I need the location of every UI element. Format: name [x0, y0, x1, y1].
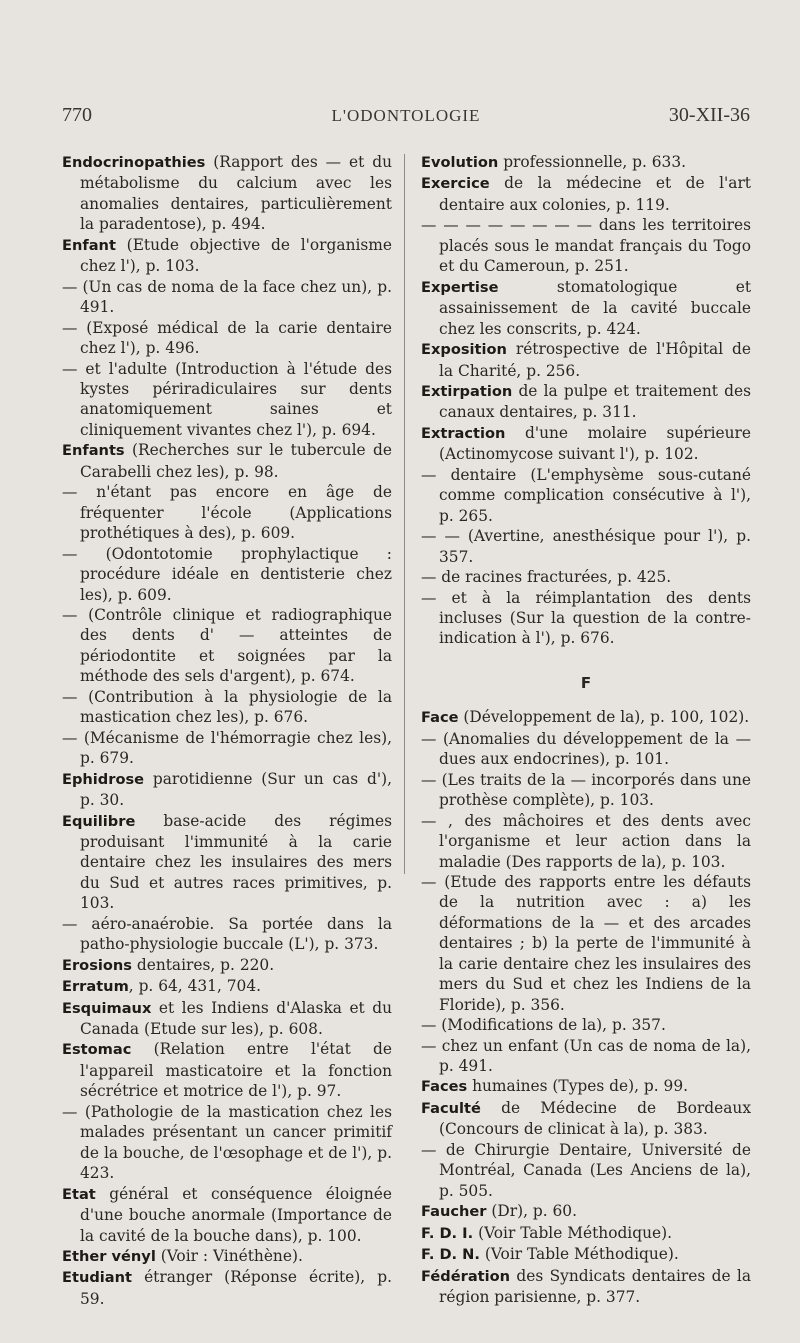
index-entry	[62, 955, 392, 976]
index-entry	[421, 1201, 751, 1222]
entry-text: — (Modifications de la), p. 357.	[421, 1016, 666, 1035]
entry-keyword: Faucher	[421, 1203, 487, 1221]
entry-text: — (Anomalies du développement de la — dues aux endocrines), p. 101.	[421, 729, 751, 769]
entry-keyword: Evolution	[421, 154, 499, 171]
entry-text: — — — — — — — — dans les territoires placés sous le mandat français du Togo et du Cameroun, p. 251.	[421, 216, 751, 276]
entry-text: — chez un enfant (Un cas de noma de la), p. 491.	[421, 1036, 751, 1076]
entry-keyword: Esquimaux	[62, 999, 152, 1017]
entry-keyword: Ether vényl	[62, 1248, 156, 1266]
entry-text: dentaires, p. 220.	[131, 955, 275, 974]
entry-text: — (Etude des rapports entre les défauts de la nutrition avec : a) les déformations de la — et des arcades dentaires ; b) la perte de l'immunité à la carie dentaire chez les insulaires des mers du Sud et chez les Indiens de la Floride), p. 356.	[421, 872, 751, 1014]
entry-text: général et conséquence éloignée d'une bouche anormale (Importance de la cavité de la bouche dans), p. 100.	[80, 1184, 392, 1245]
page-number: 770	[62, 104, 92, 126]
index-entry	[421, 173, 751, 215]
index-entry	[421, 567, 751, 587]
index-entry	[62, 998, 392, 1040]
entry-text: (Etude objective de l'organisme chez l'), p. 103.	[80, 235, 392, 276]
entry-keyword: Erratum	[62, 978, 129, 996]
entry-text: — dentaire (L'emphysème sous-cutané comme complication consécutive à l'), p. 265.	[421, 465, 751, 525]
entry-text: base-acide des régimes produisant l'immunité à la carie dentaire chez les insulaires des mers du Sud et autres races primitives, p. 103.	[80, 811, 392, 913]
entry-text: — et l'adulte (Introduction à l'étude des kystes périradiculaires sur dents anatomiquement saines et cliniquement vivantes chez l'), p. 694.	[62, 359, 392, 439]
section-letter: F	[580, 673, 592, 692]
entry-text: parotidienne (Sur un cas d'), p. 30.	[80, 769, 392, 810]
entry-text: — (Pathologie de la mastication chez les malades présentant un cancer primitif de la bouche, de l'œsophage et de l'), p. 423.	[62, 1102, 392, 1183]
index-entry	[421, 729, 751, 770]
index-entry	[62, 277, 392, 318]
right-column-top	[421, 152, 751, 649]
index-entry	[62, 235, 392, 277]
entry-text: — (Odontotomie prophylactique : procédure idéale en dentisterie chez les), p. 609.	[62, 544, 392, 604]
index-entry	[62, 544, 392, 605]
entry-text: rétrospective de l'Hôpital de la Charité, p. 256.	[439, 340, 751, 380]
entry-text: (Relation entre l'état de l'appareil masticatoire et la fonction sécrétrice et motrice de l'), p. 97.	[80, 1040, 392, 1101]
entry-keyword: Expertise	[421, 278, 499, 296]
entry-keyword: F. D. N.	[421, 1246, 480, 1264]
index-entry	[421, 465, 751, 526]
entry-keyword: Etudiant	[62, 1269, 132, 1287]
index-entry	[62, 1039, 392, 1101]
entry-text: , p. 64, 431, 704.	[128, 977, 262, 996]
entry-keyword: Exposition	[421, 341, 507, 359]
page-header	[62, 104, 750, 134]
index-entry	[421, 526, 751, 567]
index-entry	[421, 215, 751, 276]
entry-keyword: Exercice	[421, 175, 490, 193]
index-entry	[62, 1102, 392, 1184]
entry-text: — n'étant pas encore en âge de fréquenter l'école (Applications prothétiques à des), p. 609.	[62, 483, 392, 543]
index-entry	[421, 1223, 751, 1244]
index-entry	[62, 152, 392, 235]
index-entry	[62, 440, 392, 482]
index-entry	[62, 318, 392, 359]
entry-keyword: Equilibre	[62, 812, 136, 830]
entry-keyword: Enfant	[62, 236, 116, 254]
index-entry	[421, 152, 751, 173]
entry-keyword: Faces	[421, 1078, 468, 1096]
entry-text: — aéro-anaérobie. Sa portée dans la patho-physiologie buccale (L'), p. 373.	[62, 914, 392, 954]
entry-text: (Dr), p. 60.	[486, 1202, 577, 1221]
entry-text: (Développement de la), p. 100, 102).	[458, 708, 750, 727]
entry-keyword: Estomac	[62, 1041, 132, 1059]
index-entry	[62, 605, 392, 687]
entry-text: — — (Avertine, anesthésique pour l'), p. 357.	[421, 527, 751, 566]
index-entry	[421, 277, 751, 339]
index-entry	[62, 976, 392, 997]
entry-keyword: Face	[421, 709, 459, 727]
entry-keyword: F. D. I.	[421, 1224, 474, 1242]
entry-text: professionnelle, p. 633.	[498, 153, 687, 171]
entry-text: (Voir : Vinéthène).	[155, 1247, 303, 1266]
index-entry	[62, 1246, 392, 1267]
entry-text: de la médecine et de l'art dentaire aux colonies, p. 119.	[439, 174, 751, 214]
entry-text: étranger (Réponse écrite), p. 59.	[80, 1268, 392, 1308]
entry-keyword: Ephidrose	[62, 770, 145, 788]
entry-keyword: Erosions	[62, 956, 132, 974]
right-column-bottom	[421, 707, 751, 1307]
entry-keyword: Faculté	[421, 1099, 481, 1117]
entry-text: — (Mécanisme de l'hémorragie chez les), p. 679.	[62, 728, 392, 768]
index-entry	[62, 811, 392, 914]
entry-text: et les Indiens d'Alaska et du Canada (Etude sur les), p. 608.	[80, 998, 392, 1039]
index-entry	[62, 728, 392, 769]
index-entry	[421, 1015, 751, 1035]
index-entry	[62, 769, 392, 811]
entry-text: humaines (Types de), p. 99.	[467, 1077, 689, 1096]
issue-date: 30-XII-36	[668, 104, 750, 126]
entry-text: — de racines fracturées, p. 425.	[421, 568, 672, 587]
entry-text: — (Un cas de noma de la face chez un), p. 491.	[62, 277, 392, 317]
index-entry	[421, 1266, 751, 1308]
entry-text: stomatologique et assainissement de la cavité buccale chez les conscrits, p. 424.	[439, 277, 751, 338]
index-entry	[62, 687, 392, 728]
index-entry	[62, 1184, 392, 1246]
index-entry	[421, 339, 751, 381]
entry-text: — (Contribution à la physiologie de la mastication chez les), p. 676.	[62, 687, 392, 727]
entry-keyword: Enfants	[62, 442, 125, 460]
index-entry	[62, 914, 392, 955]
index-entry	[421, 1076, 751, 1097]
index-entry	[62, 359, 392, 441]
index-entry	[62, 1267, 392, 1309]
entry-keyword: Etat	[62, 1185, 96, 1203]
entry-text: — (Exposé médical de la carie dentaire chez l'), p. 496.	[62, 318, 392, 358]
left-column	[62, 152, 392, 1309]
entry-text: — (Les traits de la — incorporés dans une prothèse complète), p. 103.	[421, 770, 751, 810]
entry-text: — , des mâchoires et des dents avec l'organisme et leur action dans la maladie (Des rapports de la), p. 103.	[421, 811, 751, 871]
index-entry	[421, 707, 751, 728]
entry-text: de la pulpe et traitement des canaux dentaires, p. 311.	[439, 381, 751, 422]
entry-text: — et à la réimplantation des dents incluses (Sur la question de la contre-indication à l'), p. 676.	[421, 588, 751, 648]
index-entry	[421, 770, 751, 811]
right-column	[421, 152, 751, 1307]
running-title: L'ODONTOLOGIE	[331, 106, 481, 125]
column-divider	[404, 154, 405, 874]
entry-keyword: Extirpation	[421, 382, 513, 400]
entry-text: (Voir Table Méthodique).	[479, 1245, 679, 1264]
entry-keyword: Endocrinopathies	[62, 154, 206, 171]
entry-text: des Syndicats dentaires de la région parisienne, p. 377.	[439, 1266, 751, 1307]
index-entry	[421, 811, 751, 872]
index-entry	[421, 1244, 751, 1265]
index-entry	[421, 381, 751, 423]
entry-keyword: Fédération	[421, 1267, 511, 1285]
index-entry	[421, 872, 751, 1015]
entry-keyword: Extraction	[421, 424, 506, 442]
index-entry	[421, 1098, 751, 1140]
index-entry	[421, 1036, 751, 1077]
entry-text: (Voir Table Méthodique).	[473, 1223, 673, 1242]
entry-text: d'une molaire supérieure (Actinomycose suivant l'), p. 102.	[439, 423, 751, 464]
index-entry	[421, 423, 751, 465]
entry-text: de Médecine de Bordeaux (Concours de clinicat à la), p. 383.	[439, 1098, 751, 1139]
entry-text: — (Contrôle clinique et radiographique des dents d' — atteintes de périodontite et soignées par la méthode des sels d'argent), p. 674.	[62, 605, 392, 686]
entry-text: (Rapport des — et du métabolisme du calcium avec les anomalies dentaires, particulièrement la paradentose), p. 494.	[80, 153, 392, 234]
entry-text: (Recherches sur le tubercule de Carabelli chez les), p. 98.	[80, 441, 392, 481]
index-entry	[421, 588, 751, 649]
index-entry	[421, 1140, 751, 1201]
index-entry	[62, 482, 392, 543]
entry-text: — de Chirurgie Dentaire, Université de Montréal, Canada (Les Anciens de la), p. 505.	[421, 1140, 751, 1200]
